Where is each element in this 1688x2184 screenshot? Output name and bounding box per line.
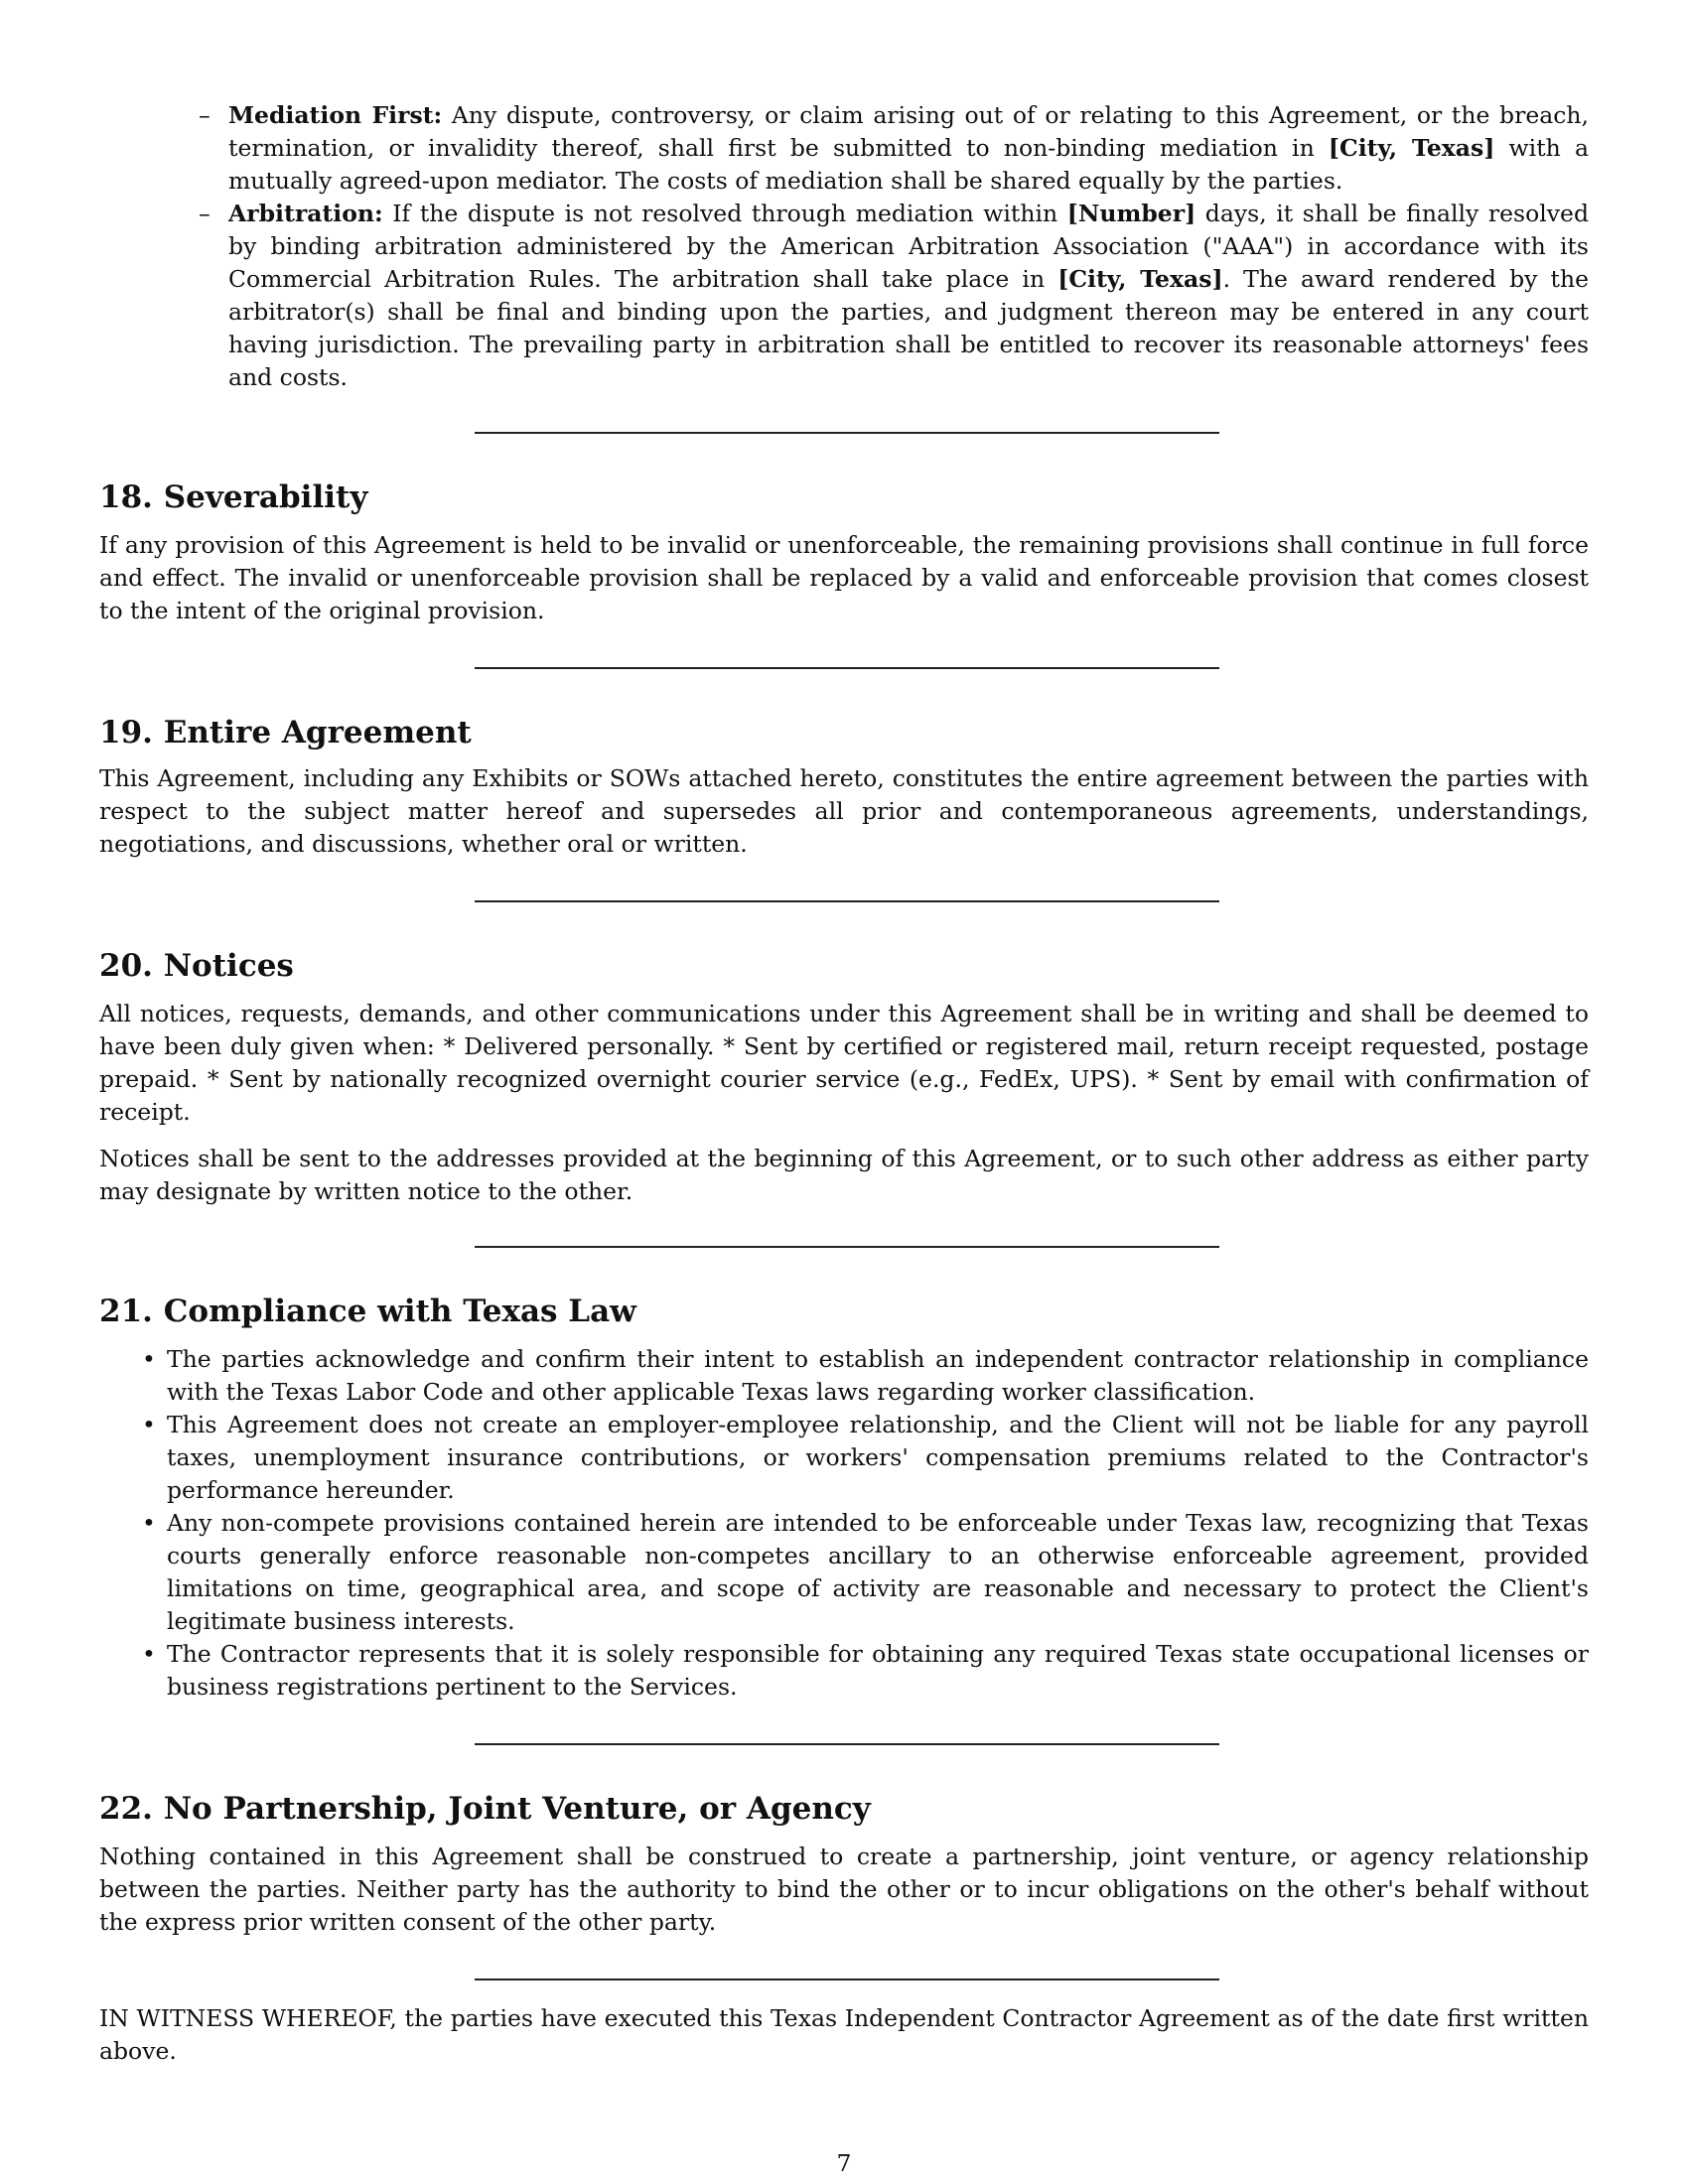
list-item-text: Any non-compete provisions contained herein are intended to be enforceable under Texas law, recognizing that Texas courts generally enforce reasonable non-competes ancillary to an otherwise enforceable agreement, provided limitations on time, geographical area, and scope of activity are reasonable and necessary to protect the Client's legitimate business interests. <box>167 1509 1589 1635</box>
section-divider <box>475 1743 1219 1745</box>
witness-clause: IN WITNESS WHEREOF, the parties have executed this Texas Independent Contractor Agreement as of the date first written above. <box>99 2004 1589 2065</box>
arbitration-text-mid: days, it shall be finally resolved by binding arbitration administered by the American Arbitration Association ("AAA") in accordance with its Commercial Arbitration Rules. The arbitration shall take place in <box>228 200 1589 293</box>
severability-text: If any provision of this Agreement is held to be invalid or unenforceable, the remaining provisions shall continue in full force and effect. The invalid or unenforceable provision shall be replaced by a valid and enforceable provision that comes closest to the intent of the original provision. <box>99 531 1589 624</box>
entire-agreement-text: This Agreement, including any Exhibits or SOWs attached hereto, constitutes the entire agreement between the parties with respect to the subject matter hereof and supersedes all prior and contemporaneous agreements, understandings, negotiations, and discussions, whether oral or written. <box>99 764 1589 858</box>
page-number: 7 <box>836 2149 852 2177</box>
compliance-list <box>99 1343 1589 1704</box>
list-item-text: The parties acknowledge and confirm their intent to establish an independent contractor relationship in compliance with the Texas Labor Code and other applicable Texas laws regarding worker classification. <box>167 1345 1589 1406</box>
bullet-marker: • <box>142 1640 156 1668</box>
section-divider <box>475 667 1219 669</box>
bullet-marker: • <box>142 1345 156 1373</box>
mediation-city-placeholder: [City, Texas] <box>1328 134 1495 162</box>
section-divider <box>475 1246 1219 1248</box>
no-partnership-text: Nothing contained in this Agreement shall be construed to create a partnership, joint venture, or agency relationship between the parties. Neither party has the authority to bind the other or to incur obligations on the other's behalf without the express prior written consent of the other party. <box>99 1843 1589 1936</box>
arbitration-label: Arbitration: <box>228 200 383 227</box>
mediation-label: Mediation First: <box>228 101 443 129</box>
heading-entire-agreement: 19. Entire Agreement <box>99 715 472 751</box>
list-item <box>142 1638 1589 1704</box>
section-divider <box>475 900 1219 902</box>
dash-marker: – <box>199 101 211 129</box>
notices-addresses-text: Notices shall be sent to the addresses provided at the beginning of this Agreement, or to such other address as either party may designate by written notice to the other. <box>99 1145 1589 1205</box>
heading-compliance-texas-law: 21. Compliance with Texas Law <box>99 1294 636 1329</box>
arbitration-city-placeholder: [City, Texas] <box>1057 265 1223 293</box>
list-item <box>142 1507 1589 1638</box>
heading-no-partnership: 22. No Partnership, Joint Venture, or Agency <box>99 1791 871 1827</box>
bullet-marker: • <box>142 1411 156 1438</box>
list-item-mediation <box>199 99 1589 198</box>
dash-marker: – <box>199 200 211 227</box>
list-item <box>142 1409 1589 1507</box>
list-item-text: The Contractor represents that it is solely responsible for obtaining any required Texas state occupational licenses or business registrations pertinent to the Services. <box>167 1640 1589 1701</box>
arbitration-text-end: . The award rendered by the arbitrator(s) shall be final and binding upon the parties, and judgment thereon may be entered in any court having jurisdiction. The prevailing party in arbitration shall be entitled to recover its reasonable attorneys' fees and costs. <box>228 265 1589 391</box>
section-divider <box>475 1979 1219 1980</box>
heading-severability: 18. Severability <box>99 479 368 515</box>
list-item-arbitration <box>199 198 1589 394</box>
dispute-resolution-list <box>99 99 1589 394</box>
arbitration-number-placeholder: [Number] <box>1066 200 1196 227</box>
list-item-text: This Agreement does not create an employer-employee relationship, and the Client will not be liable for any payroll taxes, unemployment insurance contributions, or workers' compensation premiums related to the Contractor's performance hereunder. <box>167 1411 1589 1504</box>
notices-text: All notices, requests, demands, and other communications under this Agreement shall be in writing and shall be deemed to have been duly given when: * Delivered personally. * Sent by certified or registered mail, return receipt requested, postage prepaid. * Sent by nationally recognized overnight courier service (e.g., FedEx, UPS). * Sent by email with confirmation of receipt. <box>99 1000 1589 1126</box>
section-divider <box>475 432 1219 434</box>
heading-notices: 20. Notices <box>99 948 294 984</box>
bullet-marker: • <box>142 1509 156 1537</box>
list-item <box>142 1343 1589 1409</box>
page-content <box>99 99 1589 2068</box>
mediation-text-end: with a mutually agreed-upon mediator. The costs of mediation shall be shared equally by the parties. <box>228 134 1589 195</box>
mediation-text: Any dispute, controversy, or claim arising out of or relating to this Agreement, or the breach, termination, or invalidity thereof, shall first be submitted to non-binding mediation in <box>228 101 1589 162</box>
arbitration-text: If the dispute is not resolved through mediation within <box>382 200 1067 227</box>
